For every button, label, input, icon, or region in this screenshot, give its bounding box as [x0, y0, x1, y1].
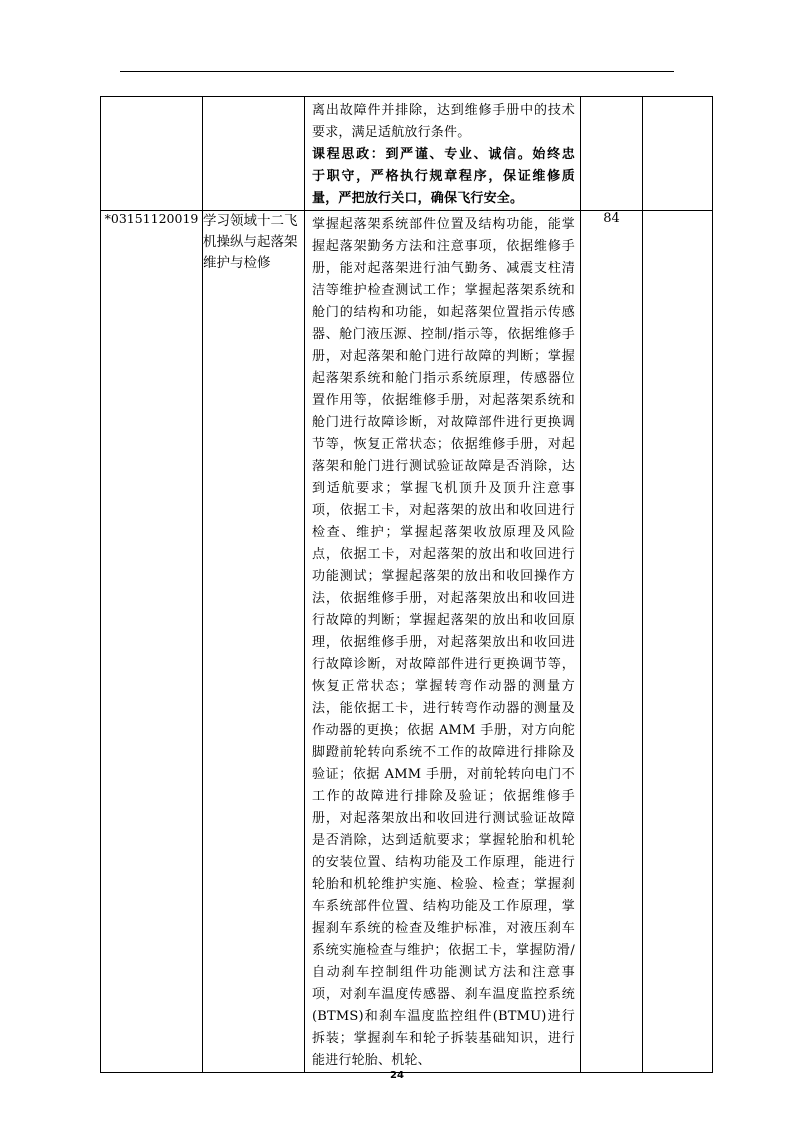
course-code-cell: *03151120019: [101, 211, 203, 1073]
course-ideology: 课程思政：到严谨、专业、诚信。始终忠 于职守，严格执行规章程序，保证维修质量，严把放行关口，确保飞行安全。: [312, 147, 589, 206]
course-notes-cell: [643, 211, 713, 1073]
header-rule: [120, 71, 674, 72]
course-description-cell: [305, 97, 589, 211]
course-code-cell: [101, 97, 203, 211]
course-hours-cell: 84: [581, 211, 643, 1073]
course-name-cell: [203, 97, 305, 211]
course-notes-cell: [643, 97, 713, 211]
table-row: [101, 97, 713, 211]
page-number: 24: [390, 1070, 404, 1081]
table-row: [101, 211, 713, 1073]
course-description: 离出故障件并排除，达到维修手册中的技术要求，满足适航放行条件。: [312, 103, 575, 140]
course-hours-cell: [581, 97, 643, 211]
course-name-cell: 学习领域十二飞机操纵与起落架维护与检修: [203, 211, 305, 1073]
course-table: [100, 96, 713, 1073]
course-description: 掌握起落架系统部件位置及结构功能，能掌握起落架勤务方法和注意事项，依据维修手册，能对起落架进行油气勤务、减震支柱清洁等维护检查测试工作；掌握起落架系统和舱门的结构和功能，如起落架位置指示传感器、舱门液压源、控制/指示等，依据维修手册，对起落架和舱门进行故障的判断；掌握起落架系统和舱门指示系统原理，传感器位置作用等，依据维修手册，对起落架系统和舱门进行故障诊断，对故障部件进行更换调节等，恢复正常状态；依据维修手册，对起落架和舱门进行测试验证故障是否消除，达到适航要求；掌握飞机顶升及顶升注意事项，依据工卡，对起落架的放出和收回进行检查、维护；掌握起落架收放原理及风险点，依据工卡，对起落架的放出和收回进行功能测试；掌握起落架的放出和收回操作方法，依据维修手册，对起落架放出和收回进行故障的判断；掌握起落架的放出和收回原理，依据维修手册，对起落架放出和收回进行故障诊断，对故障部件进行更换调节等，恢复正常状态；掌握转弯作动器的测量方法，能依据工卡，进行转弯作动器的测量及作动器的更换；依据 AMM 手册，对方向舵脚蹬前轮转向系统不工作的故障进行排除及验证；依据 AMM 手册，对前轮转向电门不工作的故障进行排除及验证；依据维修手册，对起落架放出和收回进行测试验证故障是否消除，达到适航要求；掌握轮胎和机轮的安装位置、结构功能及工作原理，能进行轮胎和机轮维护实施、检验、检查；掌握刹车系统部件位置、结构功能及工作原理，掌握刹车系统的检查及维护标准，对液压刹车系统实施检查与维护；依据工卡，掌握防滑/自动刹车控制组件功能测试方法和注意事项，对刹车温度传感器、刹车温度监控系统(BTMS)和刹车温度监控组件(BTMU)进行拆装；掌握刹车和轮子拆装基础知识，进行能进行轮胎、机轮、: [312, 217, 575, 1068]
course-description-cell: [305, 211, 581, 1073]
